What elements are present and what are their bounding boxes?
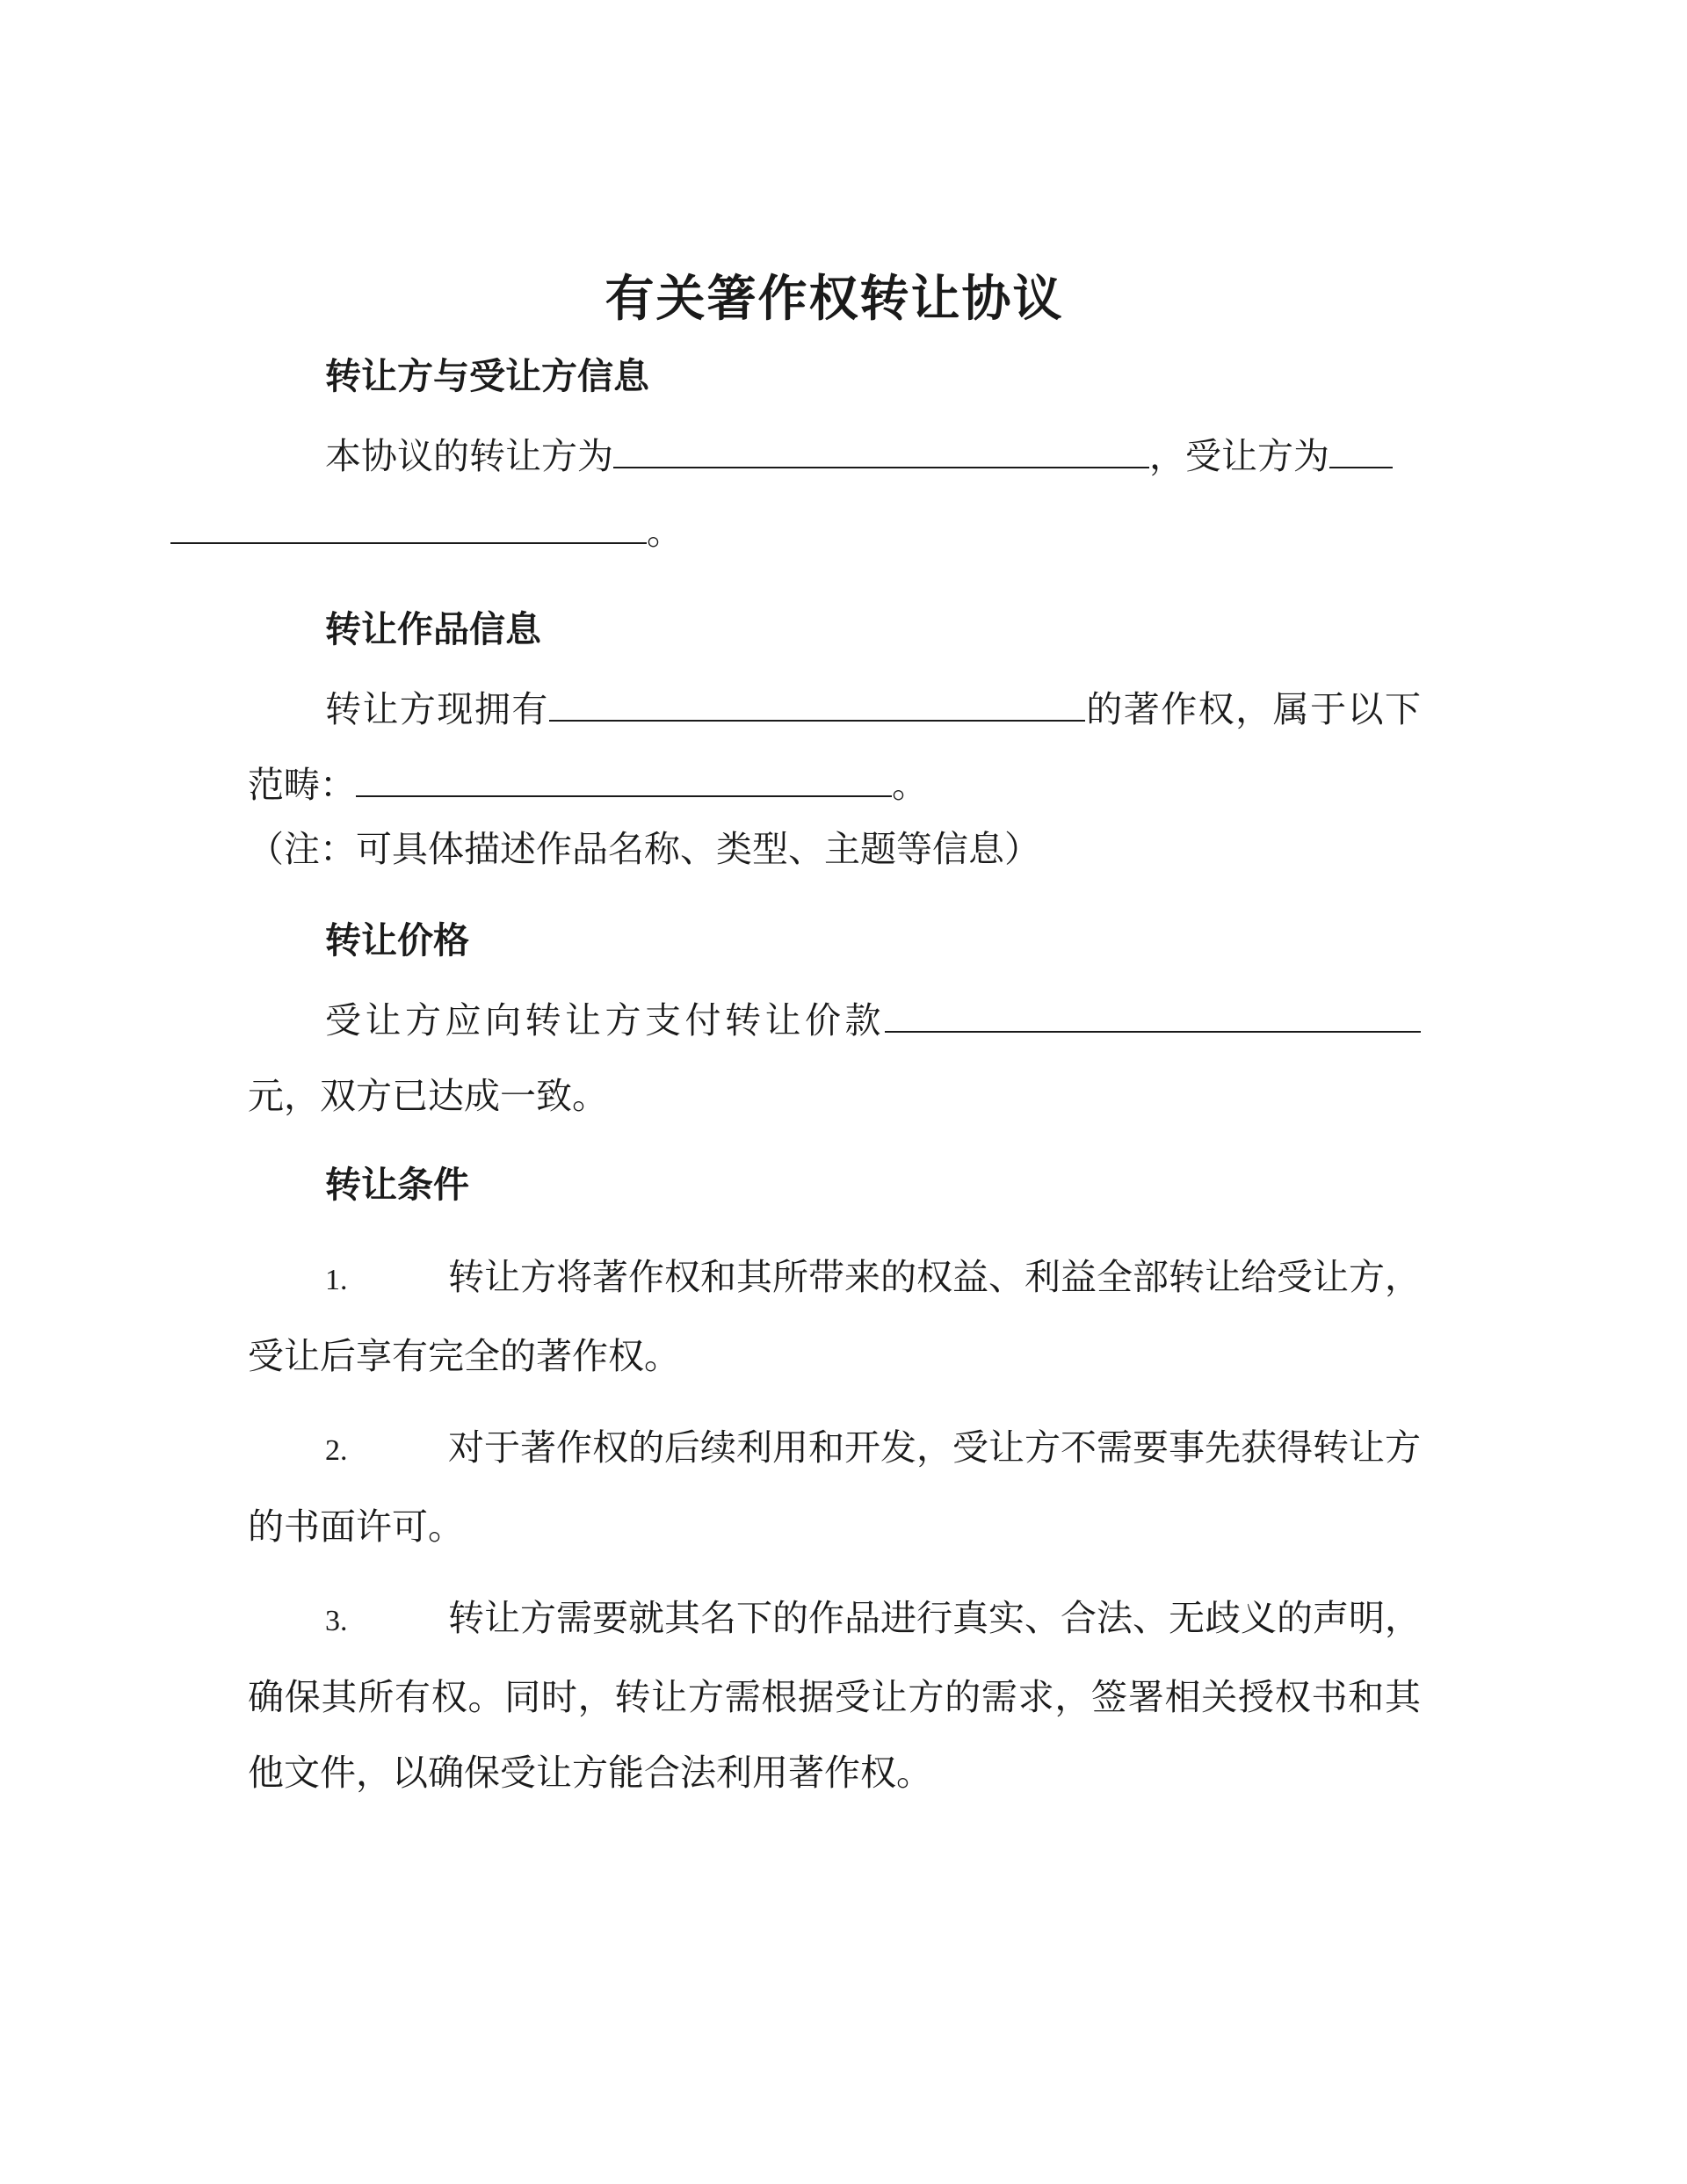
work-category-blank[interactable] — [356, 755, 892, 797]
parties-paragraph — [248, 418, 1421, 570]
condition-number: 3. — [325, 1605, 348, 1637]
condition-text: 转让方将著作权和其所带来的权益、利益全部转让给受让方，受让后享有完全的著作权。 — [248, 1256, 1421, 1377]
section-heading-work: 转让作品信息 — [325, 608, 541, 650]
work-text-middle: 的著作权，属于以下范畴： — [248, 688, 1422, 806]
work-name-blank[interactable] — [549, 679, 1085, 722]
price-text-end: 元，双方已达成一致。 — [248, 1075, 608, 1117]
section-heading-price: 转让价格 — [325, 919, 469, 961]
price-amount-blank[interactable] — [885, 990, 1421, 1033]
section-heading-parties: 转让方与受让方信息 — [325, 355, 649, 397]
section-heading-conditions: 转让条件 — [325, 1164, 469, 1206]
transferee-blank-start[interactable] — [1329, 426, 1393, 468]
condition-text: 转让方需要就其名下的作品进行真实、合法、无歧义的声明，确保其所有权。同时，转让方需根据受让方的需求，签署相关授权书和其他文件，以确保受让方能合法利用著作权。 — [248, 1597, 1421, 1794]
price-paragraph — [248, 983, 1421, 1134]
work-paragraph — [248, 671, 1421, 823]
parties-text-end: 。 — [647, 511, 683, 553]
condition-item-3 — [248, 1580, 1421, 1810]
transferor-blank[interactable] — [613, 426, 1149, 468]
condition-item-1 — [248, 1239, 1421, 1394]
work-text-end: 。 — [892, 764, 928, 806]
condition-text: 对于著作权的后续利用和开发，受让方不需要事先获得转让方的书面许可。 — [248, 1426, 1421, 1548]
document-title: 有关箸作权转让协议 — [605, 270, 1064, 328]
condition-item-2 — [248, 1410, 1421, 1564]
parties-text-before: 本协议的转让方为 — [325, 435, 613, 477]
condition-number: 1. — [325, 1264, 348, 1296]
parties-text-middle: ，受让方为 — [1149, 435, 1329, 477]
condition-number: 2. — [325, 1434, 348, 1467]
work-note: （注：可具体描述作品名称、类型、主题等信息） — [248, 828, 1040, 870]
work-text-before: 转让方现拥有 — [325, 688, 549, 730]
transferee-blank[interactable] — [170, 502, 647, 544]
document-body — [248, 264, 1421, 1810]
price-text-before: 受让方应向转让方支付转让价款 — [325, 999, 885, 1041]
